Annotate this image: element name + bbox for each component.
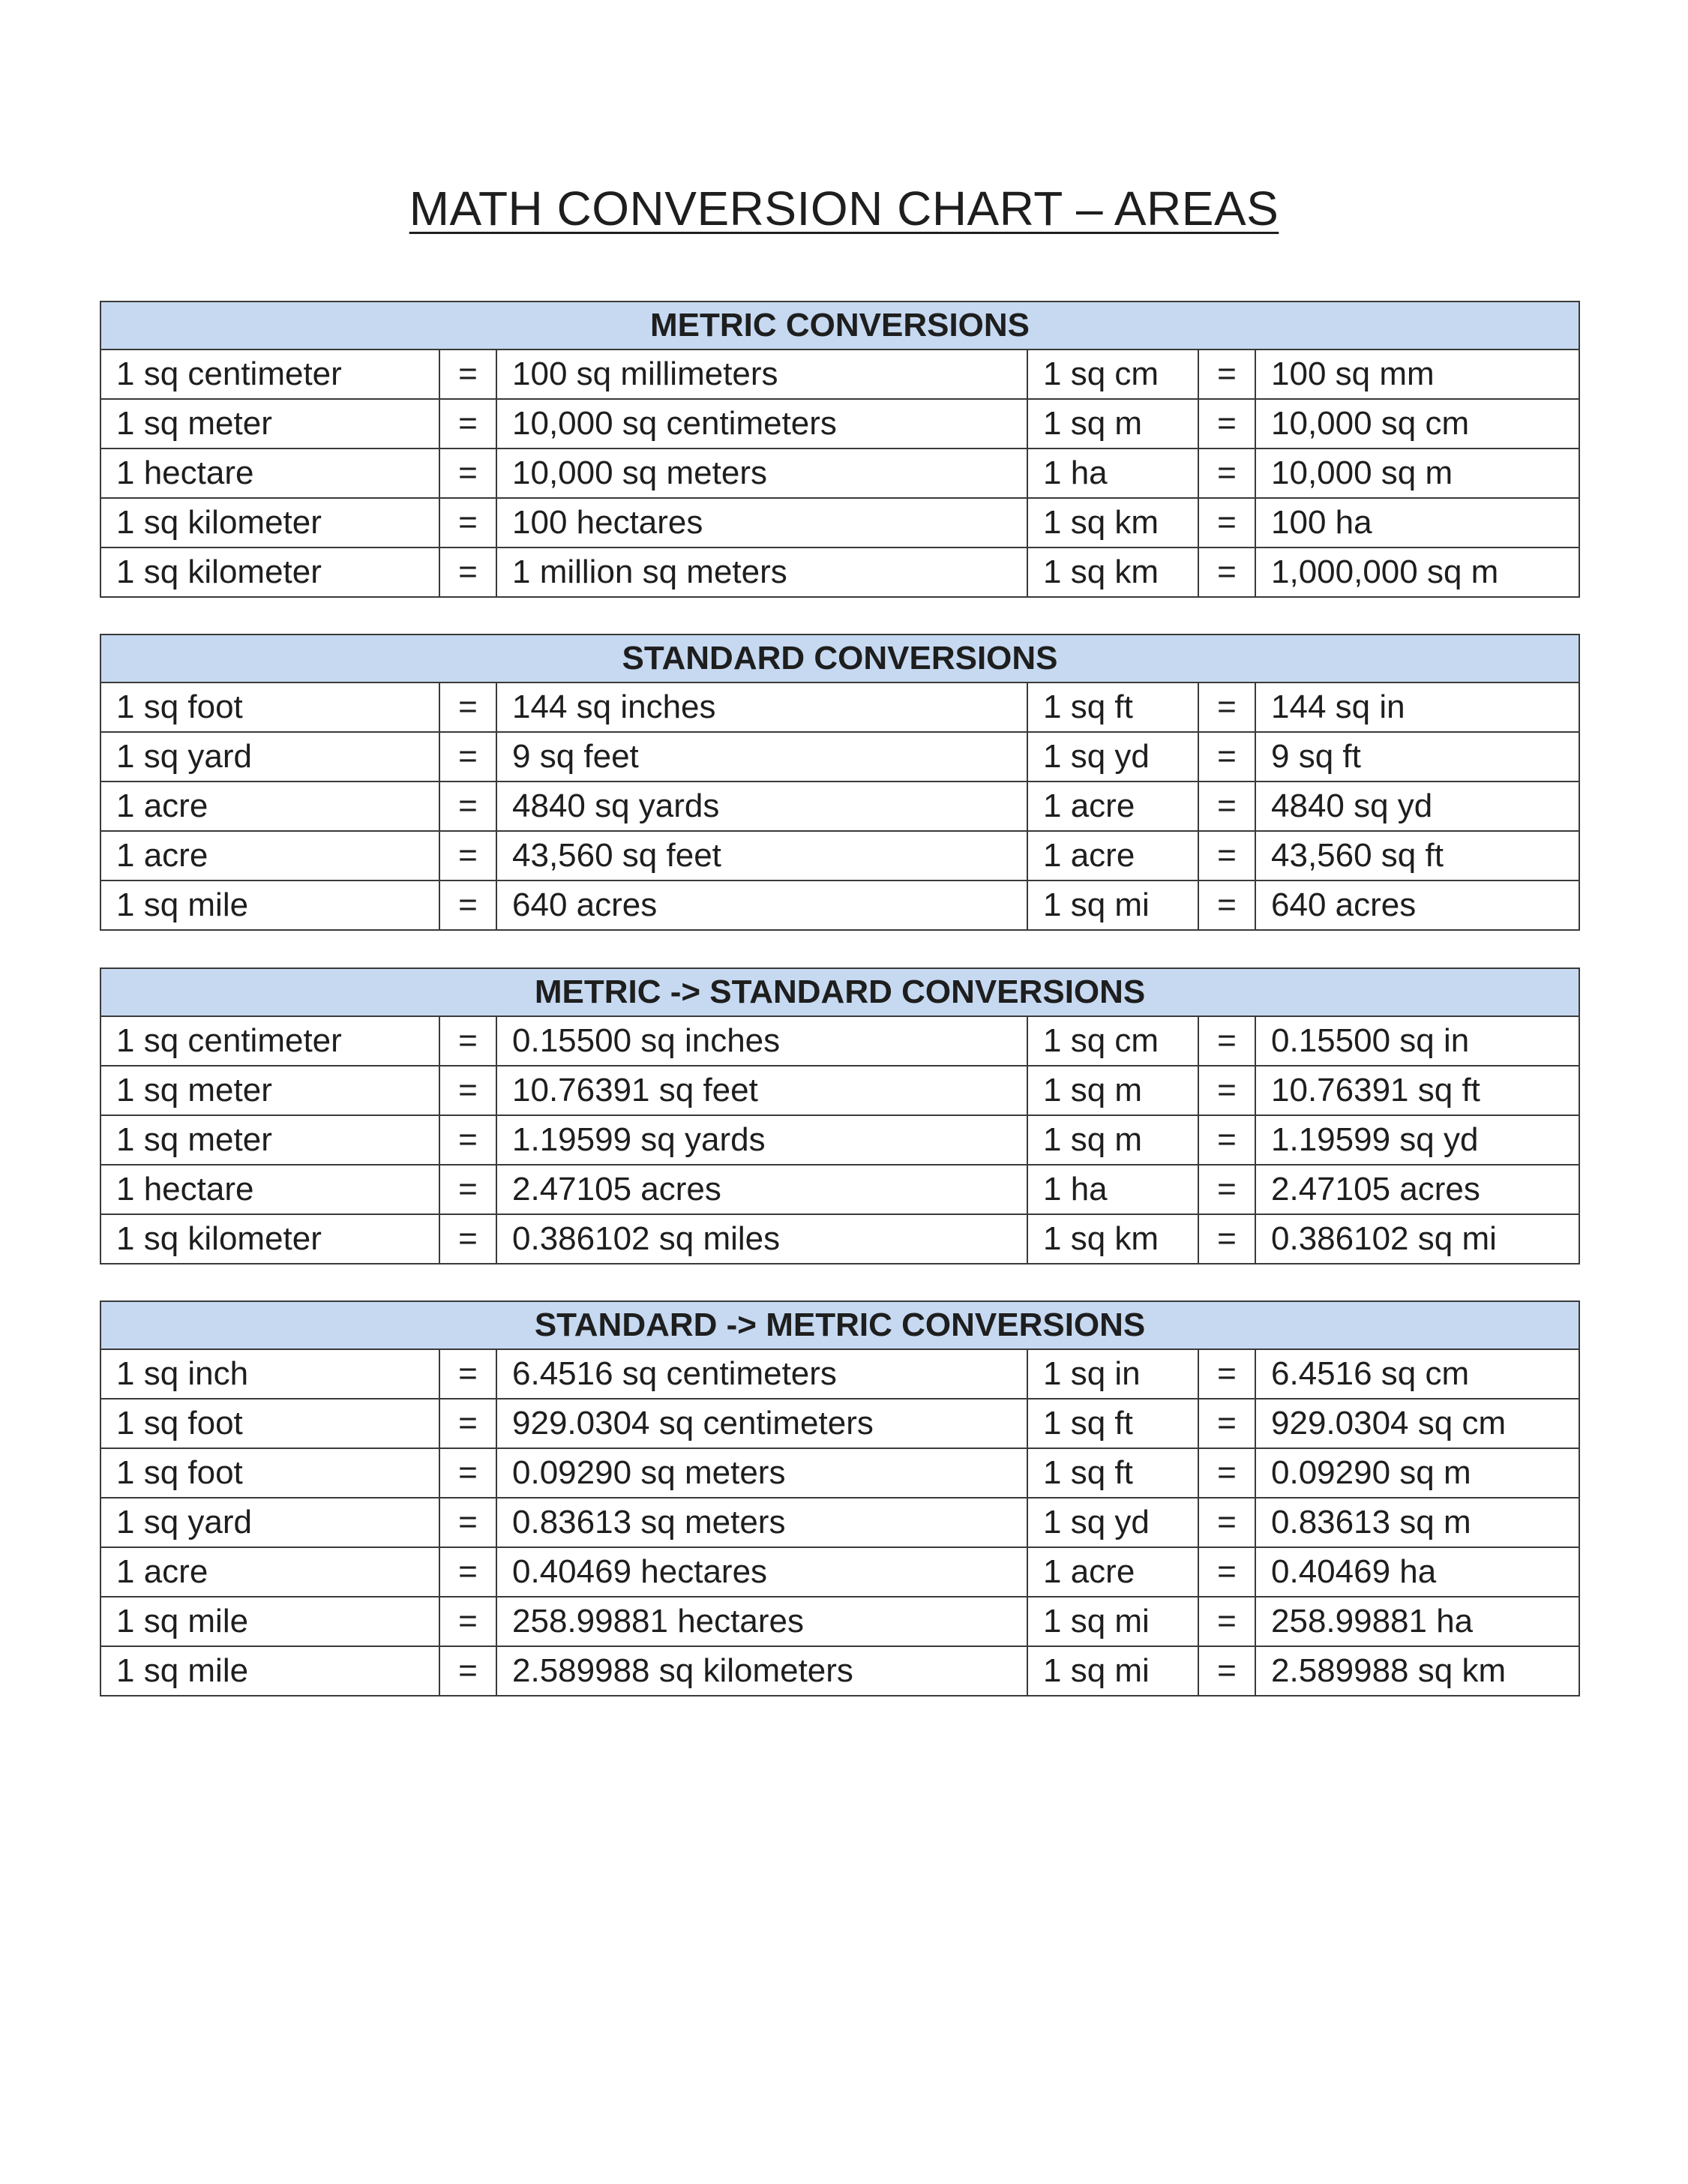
to-abbr-cell: 43,560 sq ft xyxy=(1255,831,1579,880)
table-row xyxy=(100,1498,1579,1547)
from-unit-cell: 1 sq kilometer xyxy=(100,1214,439,1264)
to-abbr-cell: 2.589988 sq km xyxy=(1255,1646,1579,1696)
equals-cell: = xyxy=(439,1115,496,1165)
equals-cell: = xyxy=(439,1066,496,1115)
to-value-cell: 1 million sq meters xyxy=(496,548,1027,597)
equals-cell: = xyxy=(439,682,496,732)
table-row xyxy=(100,1115,1579,1165)
table-row xyxy=(100,350,1579,399)
to-abbr-cell: 100 ha xyxy=(1255,498,1579,548)
to-value-cell: 10,000 sq centimeters xyxy=(496,399,1027,448)
to-value-cell: 6.4516 sq centimeters xyxy=(496,1349,1027,1399)
equals-cell: = xyxy=(439,831,496,880)
from-unit-cell: 1 sq centimeter xyxy=(100,350,439,399)
page-title-text: MATH CONVERSION CHART – AREAS xyxy=(409,182,1279,236)
equals-cell: = xyxy=(439,1165,496,1214)
to-value-cell: 258.99881 hectares xyxy=(496,1597,1027,1646)
standard-conversions-table xyxy=(100,634,1580,931)
equals-cell: = xyxy=(439,1349,496,1399)
to-value-cell: 0.386102 sq miles xyxy=(496,1214,1027,1264)
to-abbr-cell: 100 sq mm xyxy=(1255,350,1579,399)
equals-abbr-cell: = xyxy=(1198,880,1255,930)
equals-cell: = xyxy=(439,880,496,930)
to-value-cell: 100 sq millimeters xyxy=(496,350,1027,399)
to-abbr-cell: 0.386102 sq mi xyxy=(1255,1214,1579,1264)
to-value-cell: 2.47105 acres xyxy=(496,1165,1027,1214)
equals-abbr-cell: = xyxy=(1198,682,1255,732)
standard-to-metric-table xyxy=(100,1300,1580,1696)
table-row xyxy=(100,831,1579,880)
to-value-cell: 144 sq inches xyxy=(496,682,1027,732)
equals-cell: = xyxy=(439,548,496,597)
equals-cell: = xyxy=(439,448,496,498)
to-value-cell: 0.09290 sq meters xyxy=(496,1448,1027,1498)
from-abbr-cell: 1 acre xyxy=(1027,782,1198,831)
equals-abbr-cell: = xyxy=(1198,1349,1255,1399)
section-heading: STANDARD -> METRIC CONVERSIONS xyxy=(100,1301,1579,1349)
equals-abbr-cell: = xyxy=(1198,548,1255,597)
table-row xyxy=(100,1646,1579,1696)
table-row xyxy=(100,1448,1579,1498)
equals-cell: = xyxy=(439,399,496,448)
to-abbr-cell: 2.47105 acres xyxy=(1255,1165,1579,1214)
metric-conversions-table xyxy=(100,301,1580,598)
equals-abbr-cell: = xyxy=(1198,399,1255,448)
from-abbr-cell: 1 sq mi xyxy=(1027,1646,1198,1696)
from-unit-cell: 1 sq kilometer xyxy=(100,498,439,548)
from-unit-cell: 1 acre xyxy=(100,782,439,831)
to-value-cell: 0.40469 hectares xyxy=(496,1547,1027,1597)
equals-abbr-cell: = xyxy=(1198,782,1255,831)
from-unit-cell: 1 sq mile xyxy=(100,1597,439,1646)
to-abbr-cell: 1,000,000 sq m xyxy=(1255,548,1579,597)
from-unit-cell: 1 sq foot xyxy=(100,682,439,732)
to-value-cell: 10,000 sq meters xyxy=(496,448,1027,498)
from-unit-cell: 1 sq mile xyxy=(100,880,439,930)
from-unit-cell: 1 sq mile xyxy=(100,1646,439,1696)
to-abbr-cell: 6.4516 sq cm xyxy=(1255,1349,1579,1399)
equals-abbr-cell: = xyxy=(1198,1066,1255,1115)
equals-abbr-cell: = xyxy=(1198,1115,1255,1165)
from-unit-cell: 1 acre xyxy=(100,1547,439,1597)
equals-abbr-cell: = xyxy=(1198,1214,1255,1264)
equals-abbr-cell: = xyxy=(1198,1597,1255,1646)
equals-cell: = xyxy=(439,1016,496,1066)
table-row xyxy=(100,399,1579,448)
from-unit-cell: 1 sq meter xyxy=(100,1066,439,1115)
table-row xyxy=(100,880,1579,930)
to-abbr-cell: 144 sq in xyxy=(1255,682,1579,732)
from-abbr-cell: 1 sq mi xyxy=(1027,880,1198,930)
table-row xyxy=(100,1214,1579,1264)
from-abbr-cell: 1 sq mi xyxy=(1027,1597,1198,1646)
table-row xyxy=(100,782,1579,831)
equals-abbr-cell: = xyxy=(1198,1646,1255,1696)
from-abbr-cell: 1 ha xyxy=(1027,448,1198,498)
equals-cell: = xyxy=(439,1646,496,1696)
equals-abbr-cell: = xyxy=(1198,1016,1255,1066)
metric-to-standard-table xyxy=(100,968,1580,1264)
table-row xyxy=(100,1399,1579,1448)
table-row xyxy=(100,1597,1579,1646)
to-value-cell: 100 hectares xyxy=(496,498,1027,548)
to-value-cell: 640 acres xyxy=(496,880,1027,930)
from-abbr-cell: 1 sq in xyxy=(1027,1349,1198,1399)
from-abbr-cell: 1 sq yd xyxy=(1027,732,1198,782)
from-unit-cell: 1 sq kilometer xyxy=(100,548,439,597)
to-value-cell: 9 sq feet xyxy=(496,732,1027,782)
equals-cell: = xyxy=(439,1597,496,1646)
equals-abbr-cell: = xyxy=(1198,1399,1255,1448)
equals-cell: = xyxy=(439,1214,496,1264)
equals-abbr-cell: = xyxy=(1198,448,1255,498)
from-abbr-cell: 1 sq ft xyxy=(1027,1448,1198,1498)
to-abbr-cell: 258.99881 ha xyxy=(1255,1597,1579,1646)
from-abbr-cell: 1 sq m xyxy=(1027,399,1198,448)
to-abbr-cell: 10.76391 sq ft xyxy=(1255,1066,1579,1115)
table-row xyxy=(100,1016,1579,1066)
from-abbr-cell: 1 acre xyxy=(1027,1547,1198,1597)
from-abbr-cell: 1 sq cm xyxy=(1027,1016,1198,1066)
to-abbr-cell: 640 acres xyxy=(1255,880,1579,930)
table-row xyxy=(100,1349,1579,1399)
equals-abbr-cell: = xyxy=(1198,1165,1255,1214)
equals-cell: = xyxy=(439,350,496,399)
from-abbr-cell: 1 sq m xyxy=(1027,1066,1198,1115)
to-abbr-cell: 0.09290 sq m xyxy=(1255,1448,1579,1498)
table-row xyxy=(100,1066,1579,1115)
from-unit-cell: 1 sq yard xyxy=(100,732,439,782)
from-unit-cell: 1 sq foot xyxy=(100,1448,439,1498)
to-value-cell: 1.19599 sq yards xyxy=(496,1115,1027,1165)
to-abbr-cell: 10,000 sq cm xyxy=(1255,399,1579,448)
equals-cell: = xyxy=(439,1498,496,1547)
to-abbr-cell: 4840 sq yd xyxy=(1255,782,1579,831)
equals-abbr-cell: = xyxy=(1198,1498,1255,1547)
section-heading: STANDARD CONVERSIONS xyxy=(100,634,1579,682)
from-abbr-cell: 1 sq km xyxy=(1027,498,1198,548)
to-value-cell: 0.15500 sq inches xyxy=(496,1016,1027,1066)
from-abbr-cell: 1 ha xyxy=(1027,1165,1198,1214)
from-unit-cell: 1 hectare xyxy=(100,1165,439,1214)
to-abbr-cell: 0.40469 ha xyxy=(1255,1547,1579,1597)
equals-cell: = xyxy=(439,732,496,782)
equals-cell: = xyxy=(439,498,496,548)
table-row xyxy=(100,1165,1579,1214)
equals-abbr-cell: = xyxy=(1198,350,1255,399)
equals-abbr-cell: = xyxy=(1198,1547,1255,1597)
to-value-cell: 929.0304 sq centimeters xyxy=(496,1399,1027,1448)
from-abbr-cell: 1 sq m xyxy=(1027,1115,1198,1165)
to-abbr-cell: 10,000 sq m xyxy=(1255,448,1579,498)
from-abbr-cell: 1 sq ft xyxy=(1027,682,1198,732)
table-row xyxy=(100,498,1579,548)
from-abbr-cell: 1 sq cm xyxy=(1027,350,1198,399)
from-abbr-cell: 1 sq km xyxy=(1027,1214,1198,1264)
from-unit-cell: 1 acre xyxy=(100,831,439,880)
from-unit-cell: 1 sq meter xyxy=(100,1115,439,1165)
table-row xyxy=(100,732,1579,782)
to-abbr-cell: 929.0304 sq cm xyxy=(1255,1399,1579,1448)
section-heading: METRIC -> STANDARD CONVERSIONS xyxy=(100,968,1579,1016)
equals-abbr-cell: = xyxy=(1198,498,1255,548)
equals-cell: = xyxy=(439,1448,496,1498)
table-row xyxy=(100,1547,1579,1597)
to-value-cell: 2.589988 sq kilometers xyxy=(496,1646,1027,1696)
from-abbr-cell: 1 sq ft xyxy=(1027,1399,1198,1448)
equals-cell: = xyxy=(439,782,496,831)
equals-cell: = xyxy=(439,1547,496,1597)
to-abbr-cell: 0.15500 sq in xyxy=(1255,1016,1579,1066)
table-row xyxy=(100,448,1579,498)
table-row xyxy=(100,548,1579,597)
to-abbr-cell: 0.83613 sq m xyxy=(1255,1498,1579,1547)
to-value-cell: 43,560 sq feet xyxy=(496,831,1027,880)
from-unit-cell: 1 sq foot xyxy=(100,1399,439,1448)
equals-abbr-cell: = xyxy=(1198,831,1255,880)
from-unit-cell: 1 sq meter xyxy=(100,399,439,448)
from-unit-cell: 1 hectare xyxy=(100,448,439,498)
to-value-cell: 0.83613 sq meters xyxy=(496,1498,1027,1547)
page-title xyxy=(0,178,1688,238)
to-abbr-cell: 9 sq ft xyxy=(1255,732,1579,782)
from-abbr-cell: 1 sq km xyxy=(1027,548,1198,597)
to-value-cell: 4840 sq yards xyxy=(496,782,1027,831)
from-unit-cell: 1 sq inch xyxy=(100,1349,439,1399)
from-abbr-cell: 1 sq yd xyxy=(1027,1498,1198,1547)
to-value-cell: 10.76391 sq feet xyxy=(496,1066,1027,1115)
equals-cell: = xyxy=(439,1399,496,1448)
to-abbr-cell: 1.19599 sq yd xyxy=(1255,1115,1579,1165)
from-unit-cell: 1 sq yard xyxy=(100,1498,439,1547)
equals-abbr-cell: = xyxy=(1198,1448,1255,1498)
from-abbr-cell: 1 acre xyxy=(1027,831,1198,880)
section-heading: METRIC CONVERSIONS xyxy=(100,302,1579,350)
from-unit-cell: 1 sq centimeter xyxy=(100,1016,439,1066)
table-row xyxy=(100,682,1579,732)
equals-abbr-cell: = xyxy=(1198,732,1255,782)
